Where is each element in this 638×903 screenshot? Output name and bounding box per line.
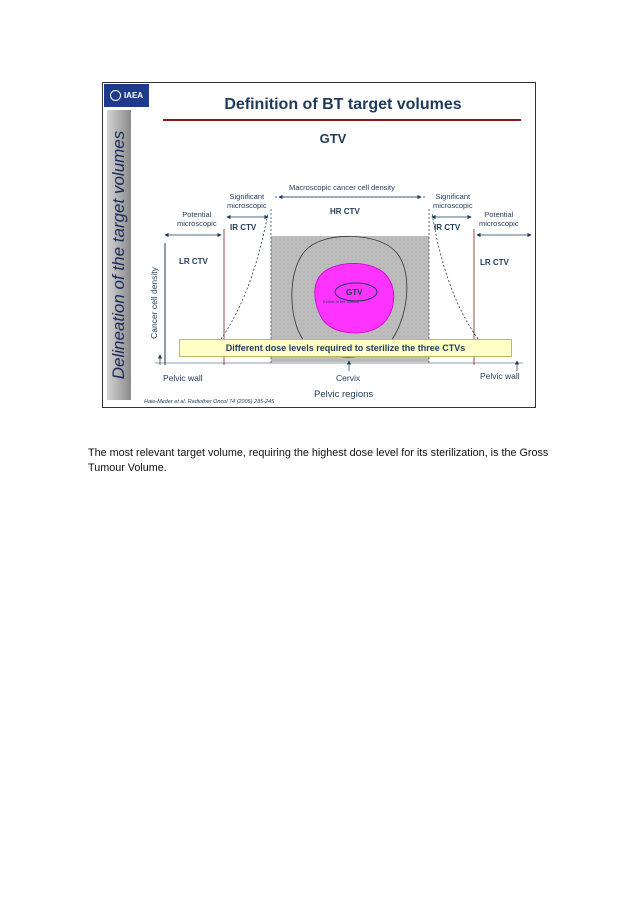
ir-ctv-left-label: IR CTV xyxy=(230,223,257,232)
diagram-drawing xyxy=(103,83,537,409)
lr-ctv-left-label: LR CTV xyxy=(179,257,208,266)
potential-right-label: Potential microscopic xyxy=(479,210,519,228)
dose-banner: Different dose levels required to sterilize the three CTVs xyxy=(179,339,512,357)
pelvic-wall-right-label: Pelvic wall xyxy=(480,371,520,381)
macroscopic-label: Macroscopic cancer cell density xyxy=(289,183,395,192)
reference-citation: Haie-Meder et al. Radiother Oncol 74 (2005) 235-245 xyxy=(144,399,275,405)
caption-paragraph: The most relevant target volume, requiring the highest dose level for its sterilization, is the Gross Tumour Volume. xyxy=(88,446,549,474)
significant-left-label: Significant microscopic xyxy=(227,192,267,210)
logo-text: IAEA xyxy=(123,91,144,100)
lr-ctv-right-label: LR CTV xyxy=(480,258,509,267)
hr-ctv-label: HR CTV xyxy=(330,207,360,216)
significant-right-label: Significant microscopic xyxy=(433,192,473,210)
gtv-inner-label: GTV xyxy=(346,288,363,297)
cervix-label: Cervix xyxy=(336,373,361,383)
gtv-heading: GTV xyxy=(319,131,347,146)
potential-left-label: Potential microscopic xyxy=(177,210,217,228)
y-axis-label: Cancer cell density xyxy=(149,267,159,339)
slide-title: Definition of BT target volumes xyxy=(224,96,462,113)
pelvic-wall-left-label: Pelvic wall xyxy=(163,373,203,383)
slide-figure xyxy=(102,82,536,408)
pelvic-regions-label: Pelvic regions xyxy=(314,389,374,400)
gtv-subscript: Extent of the tumour xyxy=(323,299,360,304)
ir-ctv-right-label: IR CTV xyxy=(434,223,461,232)
sidebar-title: Delineation of the target volumes xyxy=(109,130,128,380)
